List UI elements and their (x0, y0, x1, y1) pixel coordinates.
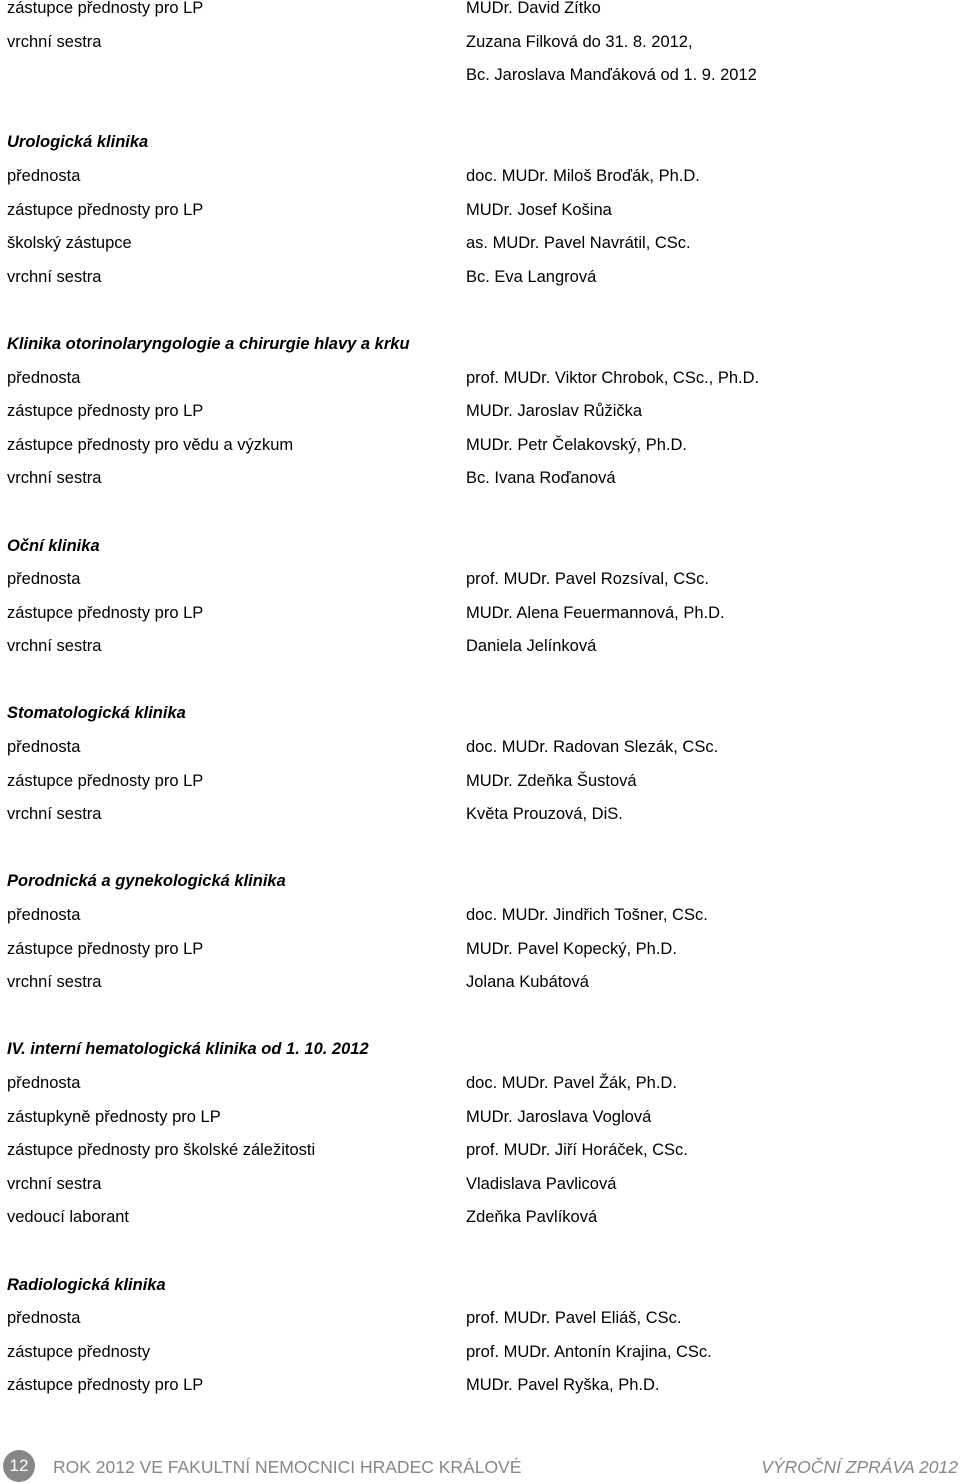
person-name: Daniela Jelínková (466, 637, 597, 656)
person-name: MUDr. Alena Feuermannová, Ph.D. (466, 603, 725, 622)
role-label: zástupce přednosty pro LP (7, 0, 204, 17)
section-heading (7, 538, 953, 572)
staff-row (7, 1310, 953, 1344)
person-name: doc. MUDr. Pavel Žák, Ph.D. (466, 1074, 677, 1092)
clinic-title: Klinika otorinolaryngologie a chirurgie hlavy a krku (7, 334, 410, 353)
person-name: doc. MUDr. Miloš Broďák, Ph.D. (466, 166, 700, 185)
person-name: prof. MUDr. Antonín Krajina, CSc. (466, 1342, 712, 1361)
role-label: zástupce přednosty pro LP (7, 1376, 204, 1395)
clinic-title: Urologická klinika (7, 133, 149, 152)
role-label: vrchní sestra (7, 32, 102, 51)
spacer (7, 1008, 953, 1042)
section-heading (7, 1041, 953, 1075)
footer-report-title: VÝROČNÍ ZPRÁVA 2012 (761, 1457, 958, 1477)
page-footer (0, 1447, 960, 1483)
staff-row (7, 739, 953, 773)
person-name: MUDr. Pavel Kopecký, Ph.D. (466, 939, 677, 958)
spacer (7, 672, 953, 706)
staff-row (7, 1377, 953, 1411)
role-label: přednosta (7, 570, 81, 589)
spacer (7, 101, 953, 135)
person-name: Zuzana Filková do 31. 8. 2012, (466, 32, 693, 51)
person-name: Vladislava Pavlicová (466, 1174, 617, 1193)
person-name: doc. MUDr. Jindřich Tošner, CSc. (466, 906, 708, 925)
role-label: zástupce přednosty pro LP (7, 402, 204, 421)
staff-row (7, 1109, 953, 1143)
staff-row (7, 1344, 953, 1378)
clinic-title: Oční klinika (7, 536, 100, 555)
staff-row (7, 1142, 953, 1176)
staff-row (7, 202, 953, 236)
person-name: Bc. Jaroslava Manďáková od 1. 9. 2012 (466, 66, 757, 85)
staff-row (7, 235, 953, 269)
person-name: prof. MUDr. Viktor Chrobok, CSc., Ph.D. (466, 368, 760, 387)
role-label: vrchní sestra (7, 973, 102, 992)
person-name: prof. MUDr. Jiří Horáček, CSc. (466, 1141, 688, 1160)
spacer (7, 302, 953, 336)
role-label: zástupce přednosty pro školské záležitosti (7, 1141, 316, 1160)
role-label: vrchní sestra (7, 1174, 102, 1193)
section-heading (7, 1277, 953, 1311)
role-label: školský zástupce (7, 234, 132, 253)
staff-row (7, 168, 953, 202)
staff-row (7, 403, 953, 437)
person-name: MUDr. David Zítko (466, 0, 601, 17)
role-label: zástupce přednosty pro LP (7, 939, 204, 958)
staff-row (7, 1075, 953, 1109)
role-label: přednosta (7, 906, 81, 925)
staff-row (7, 571, 953, 605)
section-heading (7, 336, 953, 370)
person-name: MUDr. Josef Košina (466, 200, 612, 219)
person-name: MUDr. Zdeňka Šustová (466, 771, 637, 790)
role-label: vrchní sestra (7, 267, 102, 286)
staff-row (7, 0, 953, 34)
role-label: přednosta (7, 166, 81, 185)
footer-publication-title: ROK 2012 VE FAKULTNÍ NEMOCNICI HRADEC KRÁLOVÉ (53, 1457, 522, 1477)
spacer (7, 504, 953, 538)
person-name: MUDr. Pavel Ryška, Ph.D. (466, 1376, 660, 1395)
role-label: přednosta (7, 368, 81, 387)
role-label: zástupce přednosty pro LP (7, 603, 204, 622)
staff-row (7, 269, 953, 303)
section-heading (7, 705, 953, 739)
staff-row (7, 470, 953, 504)
role-label: zástupce přednosty pro LP (7, 771, 204, 790)
staff-row (7, 907, 953, 941)
staff-row (7, 638, 953, 672)
person-name: prof. MUDr. Pavel Eliáš, CSc. (466, 1309, 682, 1328)
role-label: zástupce přednosty pro LP (7, 200, 204, 219)
staff-row (7, 605, 953, 639)
staff-row (7, 941, 953, 975)
person-name: Bc. Eva Langrová (466, 267, 597, 286)
staff-row (7, 1176, 953, 1210)
person-name: Zdeňka Pavlíková (466, 1208, 598, 1227)
page-number-badge: 12 (3, 1450, 35, 1482)
role-label: přednosta (7, 1309, 81, 1328)
spacer (7, 840, 953, 874)
person-name: Květa Prouzová, DiS. (466, 805, 623, 824)
role-label: zástupce přednosty pro vědu a výzkum (7, 435, 294, 454)
clinic-title: Radiologická klinika (7, 1275, 166, 1294)
document-body (7, 0, 953, 1411)
role-label: přednosta (7, 1074, 81, 1092)
person-name: MUDr. Jaroslava Voglová (466, 1107, 652, 1126)
spacer (7, 1243, 953, 1277)
staff-row (7, 773, 953, 807)
role-label: vrchní sestra (7, 469, 102, 488)
role-label: vedoucí laborant (7, 1208, 130, 1227)
clinic-title: Stomatologická klinika (7, 704, 186, 723)
staff-row (7, 370, 953, 404)
staff-row (7, 806, 953, 840)
person-name: prof. MUDr. Pavel Rozsíval, CSc. (466, 570, 709, 589)
staff-row (7, 34, 953, 68)
person-name: MUDr. Jaroslav Růžička (466, 402, 643, 421)
staff-row (7, 67, 953, 101)
role-label: přednosta (7, 738, 81, 757)
clinic-title: Porodnická a gynekologická klinika (7, 872, 286, 891)
section-heading (7, 873, 953, 907)
role-label: zástupkyně přednosty pro LP (7, 1107, 221, 1126)
role-label: vrchní sestra (7, 805, 102, 824)
staff-row (7, 974, 953, 1008)
person-name: as. MUDr. Pavel Navrátil, CSc. (466, 234, 691, 253)
staff-row (7, 437, 953, 471)
section-heading (7, 134, 953, 168)
staff-row (7, 1209, 953, 1243)
person-name: Jolana Kubátová (466, 973, 589, 992)
role-label: zástupce přednosty (7, 1342, 151, 1361)
person-name: Bc. Ivana Roďanová (466, 469, 616, 488)
role-label: vrchní sestra (7, 637, 102, 656)
person-name: MUDr. Petr Čelakovský, Ph.D. (466, 435, 687, 454)
clinic-title: IV. interní hematologická klinika od 1. 10. 2012 (7, 1040, 369, 1059)
person-name: doc. MUDr. Radovan Slezák, CSc. (466, 738, 719, 757)
